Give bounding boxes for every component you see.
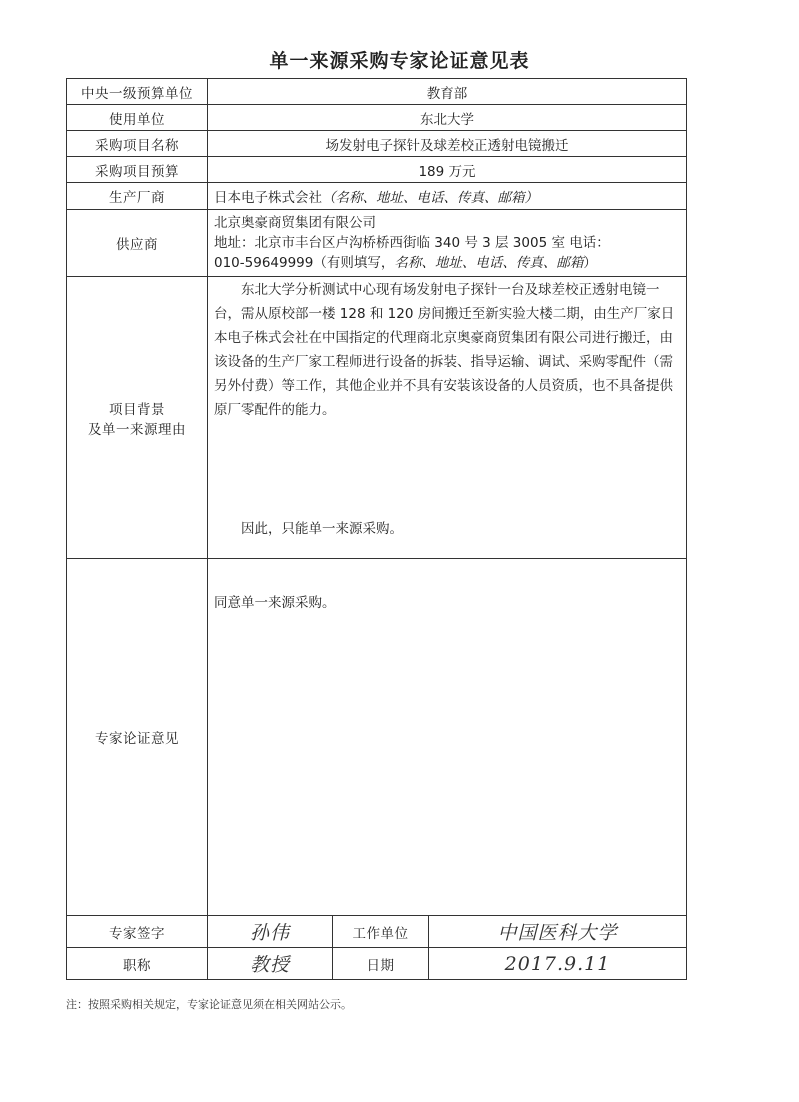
row-title <box>67 948 687 980</box>
supplier-phone-line <box>214 253 680 273</box>
budget-unit-value: 教育部 <box>208 79 687 105</box>
supplier-cell <box>208 210 687 277</box>
manufacturer-note: （名称、地址、电话、传真、邮箱） <box>322 190 538 206</box>
date-cell <box>429 948 687 980</box>
manufacturer-label: 生产厂商 <box>67 183 208 210</box>
row-expert-opinion <box>67 559 687 916</box>
user-unit-label: 使用单位 <box>67 105 208 131</box>
work-unit-label: 工作单位 <box>333 916 429 948</box>
project-budget-value: 189 万元 <box>208 157 687 183</box>
supplier-phone: 010-59649999 <box>214 255 314 271</box>
row-background <box>67 277 687 559</box>
signature-label: 专家签字 <box>67 916 208 948</box>
supplier-label: 供应商 <box>67 210 208 277</box>
supplier-phone-note-b: 名称、地址、电话、传真、邮箱 <box>394 255 584 271</box>
form-table <box>66 78 687 980</box>
row-supplier <box>67 210 687 277</box>
background-label-line2: 及单一来源理由 <box>88 421 186 438</box>
supplier-address: 地址：北京市丰台区卢沟桥桥西街临 340 号 3 层 3005 室 电话： <box>214 235 610 251</box>
expert-signature: 孙伟 <box>249 922 290 944</box>
project-name-label: 采购项目名称 <box>67 131 208 157</box>
title-cell <box>208 948 333 980</box>
date-label: 日期 <box>333 948 429 980</box>
project-budget-label: 采购项目预算 <box>67 157 208 183</box>
manufacturer-cell <box>208 183 687 210</box>
background-cell <box>208 277 687 559</box>
row-project-name <box>67 131 687 157</box>
row-user-unit <box>67 105 687 131</box>
title-value: 教授 <box>249 954 290 976</box>
page-title: 单一来源采购专家论证意见表 <box>269 50 530 72</box>
date-value: 2017.9.11 <box>504 952 611 975</box>
supplier-phone-note-c: ） <box>583 255 597 271</box>
budget-unit-label: 中央一级预算单位 <box>67 79 208 105</box>
project-name-value: 场发射电子探针及球差校正透射电镜搬迁 <box>208 131 687 157</box>
expert-opinion-label: 专家论证意见 <box>67 559 208 916</box>
user-unit-value: 东北大学 <box>208 105 687 131</box>
row-signature <box>67 916 687 948</box>
supplier-name: 北京奥豪商贸集团有限公司 <box>214 215 376 231</box>
manufacturer-value: 日本电子株式会社 <box>214 190 322 206</box>
background-paragraph: 东北大学分析测试中心现有场发射电子探针一台及球差校正透射电镜一台，需从原校部一楼 128 和 120 房间搬迁至新实验大楼二期，由生产厂家日本电子株式会社在中国指定的代理商北京奥豪商贸集团有限公司进行搬迁，由该设备的生产厂家工程师进行设备的拆装、指导运输、调试、采购零配件（需另外付费）等工作，其他企业并不具有安装该设备的人员资质，也不具备提供原厂零配件的能力。 <box>214 282 675 418</box>
work-unit-value: 中国医科大学 <box>497 922 618 944</box>
row-project-budget <box>67 157 687 183</box>
supplier-phone-note-a: （有则填写， <box>313 255 395 271</box>
expert-opinion-cell <box>208 559 687 916</box>
background-conclusion: 因此，只能单一来源采购。 <box>241 521 403 537</box>
title-label: 职称 <box>67 948 208 980</box>
background-label-line1: 项目背景 <box>109 401 165 418</box>
row-budget-unit <box>67 79 687 105</box>
work-unit-cell <box>429 916 687 948</box>
footnote: 注：按照采购相关规定，专家论证意见须在相关网站公示。 <box>66 998 352 1011</box>
background-label <box>67 277 208 559</box>
signature-cell <box>208 916 333 948</box>
expert-opinion-value: 同意单一来源采购。 <box>214 595 336 611</box>
row-manufacturer <box>67 183 687 210</box>
